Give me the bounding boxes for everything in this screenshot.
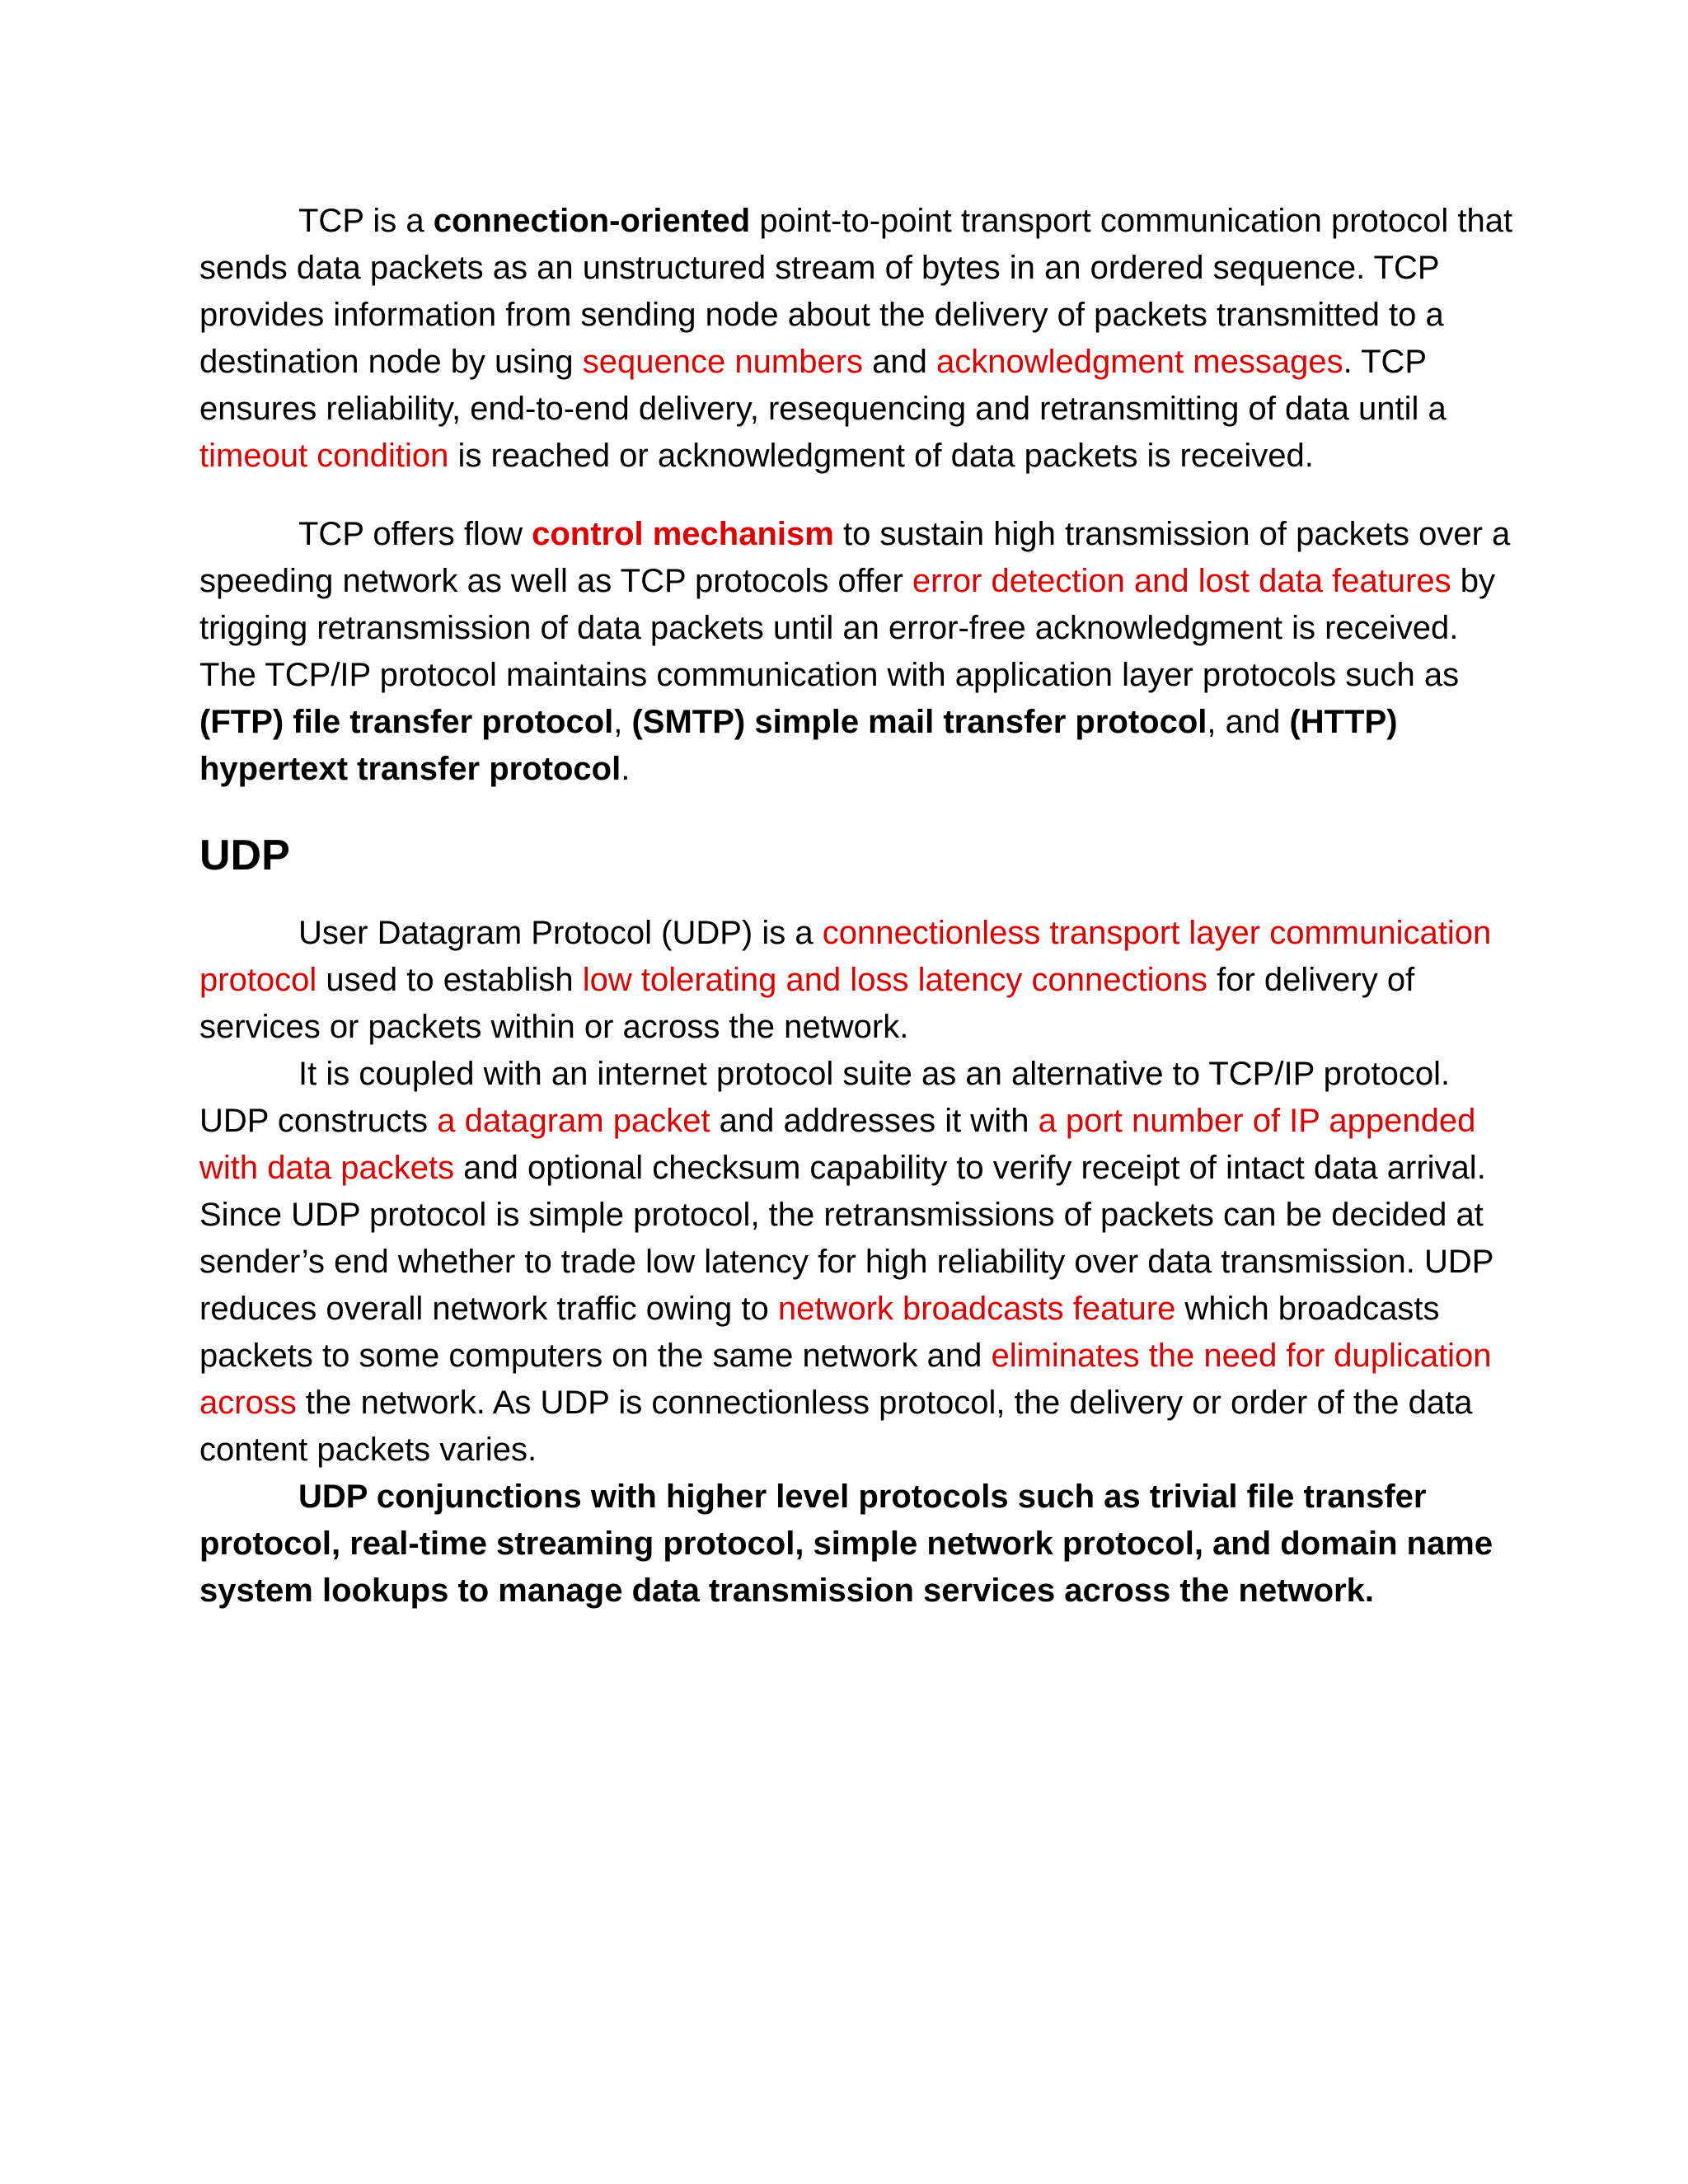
text-run: for delivery of services or packets within or across the network. [199, 962, 1415, 1045]
text-run: to sustain high transmission of packets over a speeding network as well as TCP protocols offer [199, 516, 1511, 599]
highlighted-term: a datagram packet [437, 1103, 710, 1139]
text-run: and optional checksum capability to verify receipt of intact data arrival. Since UDP protocol is simple protocol, the retransmissions of packets can be decided at sender’s end whether to trade low latency for high reliability over data transmission. UDP reduces overall network traffic owing to [199, 1150, 1493, 1327]
text-run: It is coupled with an internet protocol suite as an alternative to TCP/IP protocol. UDP constructs [199, 1056, 1451, 1139]
text-run: and [863, 344, 936, 380]
highlighted-term: network broadcasts feature [777, 1291, 1176, 1327]
text-run: point-to-point transport communication protocol that sends data packets as an unstructured stream of bytes in an ordered sequence. TCP provides information from sending node about the delivery of packets transmitted to a destination node by using [199, 203, 1513, 380]
highlighted-term: connectionless transport layer communication protocol [199, 915, 1492, 998]
highlighted-term: acknowledgment messages [935, 344, 1343, 380]
bold-term: connection-oriented [433, 203, 751, 239]
text-run: and addresses it with [710, 1103, 1039, 1139]
text-run: which broadcasts packets to some computers on the same network and [199, 1291, 1440, 1374]
text-run: by trigging retransmission of data packets until an error-free acknowledgment is received. The TCP/IP protocol maintains communication with application layer protocols such as [199, 563, 1495, 693]
highlighted-term: sequence numbers [582, 344, 864, 380]
bold-highlighted-term: control mechanism [532, 516, 834, 552]
text-run: TCP is a [298, 203, 434, 239]
udp-paragraph-3: UDP conjunctions with higher level protocols such as trivial file transfer protocol, real-time streaming protocol, simple network protocol, and domain name system lookups to manage data transmission services across the network. [199, 1479, 1493, 1609]
text-run: used to establish [316, 962, 583, 998]
highlighted-term: timeout condition [199, 438, 449, 474]
text-run: the network. As UDP is connectionless protocol, the delivery or order of the data content packets varies. [199, 1385, 1473, 1468]
highlighted-term: a port number of IP appended with data packets [199, 1103, 1476, 1186]
text-run: User Datagram Protocol (UDP) is a [298, 915, 823, 951]
text-run: , [613, 704, 632, 740]
text-run: , and [1207, 704, 1290, 740]
text-run: . TCP ensures reliability, end-to-end delivery, resequencing and retransmitting of data until a [199, 344, 1447, 427]
text-run: . [621, 751, 631, 787]
bold-term: (HTTP) hypertext transfer protocol [199, 704, 1398, 787]
udp-paragraph-1 [199, 910, 1518, 1051]
bold-term: (SMTP) simple mail transfer protocol [631, 704, 1207, 740]
bold-term: (FTP) file transfer protocol [199, 704, 614, 740]
udp-heading: UDP [199, 832, 290, 879]
tcp-paragraph-1 [199, 198, 1518, 480]
text-run: TCP offers flow [298, 516, 532, 552]
udp-paragraph-2 [199, 1051, 1518, 1474]
text-run: is reached or acknowledgment of data packets is received. [448, 438, 1314, 474]
tcp-paragraph-2 [199, 511, 1518, 793]
highlighted-term: eliminates the need for duplication across [199, 1338, 1492, 1421]
document-body [199, 198, 1518, 1615]
highlighted-term: low tolerating and loss latency connections [582, 962, 1207, 998]
highlighted-term: error detection and lost data features [912, 563, 1451, 599]
